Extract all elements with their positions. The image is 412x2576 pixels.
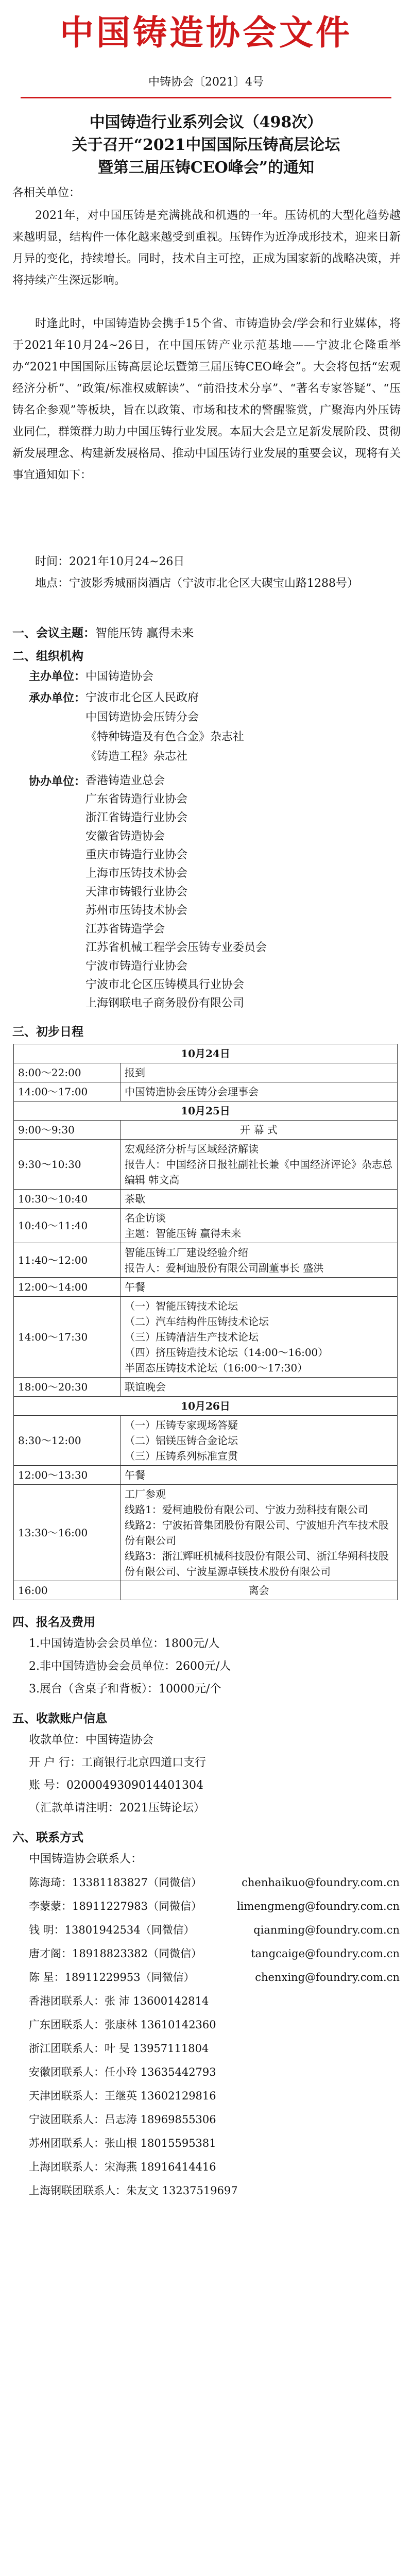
regional-contact: 安徽团联系人：任小玲 13635442793 (29, 2066, 216, 2078)
payee: 收款单位：中国铸造协会 (29, 1734, 154, 1747)
schedule-line: 报告人：中国经济日报社副社长兼《中国经济评论》杂志总编辑 韩文高 (125, 1158, 392, 1186)
schedule-time: 11:40～12:00 (14, 1243, 121, 1278)
schedule-line: 中国铸造协会压铸分会理事会 (125, 1086, 259, 1098)
section1-theme (12, 623, 194, 640)
contact-name-phone: 陈 星：18911229953（同微信） (29, 1971, 195, 1984)
schedule-line: 开 幕 式 (240, 1124, 278, 1136)
contact-row (29, 1894, 400, 1918)
schedule-content (121, 1297, 398, 1378)
schedule-row (14, 1082, 398, 1101)
assoc-contact-label: 中国铸造协会联系人： (29, 1853, 143, 1866)
meeting-venue: 地点：宁波影秀城丽岗酒店（宁波市北仑区大碶宝山路1288号） (35, 577, 358, 590)
doc-title-line1: 中国铸造行业系列会议（498次） (89, 113, 323, 131)
tail-sections (0, 1602, 412, 2202)
schedule-time: 14:00～17:00 (14, 1082, 121, 1101)
regional-contact-list (29, 1989, 400, 2202)
contact-email[interactable]: qianming@foundry.com.cn (253, 1924, 400, 1936)
doc-title-line2: 关于召开“2021中国国际压铸高层论坛 (72, 136, 340, 154)
schedule-line: 午餐 (125, 1281, 145, 1293)
schedule-time: 12:00～13:30 (14, 1466, 121, 1485)
assist-organizer-item: 广东省铸造行业协会 (85, 793, 188, 806)
schedule-line: 线路2：宁波拓普集团股份有限公司、宁波旭升汽车技术股份有限公司 (125, 1519, 389, 1547)
schedule-content (121, 1581, 398, 1600)
schedule-time: 9:30～10:30 (14, 1140, 121, 1190)
contact-row (29, 1965, 400, 1989)
schedule-content (121, 1209, 398, 1243)
schedule-line: （三）压铸系列标准宣贯 (125, 1450, 238, 1462)
schedule-content (121, 1466, 398, 1485)
regional-contact: 广东团联系人：张康林 13610142360 (29, 2019, 216, 2031)
schedule-line: 名企访谈 (125, 1212, 166, 1224)
assist-organizer-item: 上海钢联电子商务股份有限公司 (85, 997, 245, 1010)
schedule-line: 智能压铸工厂建设经验介绍 (125, 1246, 248, 1259)
schedule-time: 8:30～12:00 (14, 1416, 121, 1466)
schedule-content (121, 1378, 398, 1397)
section3-heading: 三、初步日程 (12, 1025, 83, 1039)
schedule-line: （一）压铸专家现场答疑 (125, 1419, 238, 1431)
schedule-date: 10月24日 (14, 1044, 398, 1063)
schedule-content (121, 1190, 398, 1209)
contact-email[interactable]: limengmeng@foundry.com.cn (236, 1900, 400, 1912)
contact-row (29, 1942, 400, 1965)
assist-list (85, 772, 267, 1013)
regional-contact: 天津团联系人：王继英 13602129816 (29, 2090, 216, 2102)
account-info (29, 1729, 412, 1820)
schedule-row (14, 1278, 398, 1297)
contact-email[interactable]: chenhaikuo@foundry.com.cn (242, 1876, 400, 1889)
host-name: 中国铸造协会 (85, 670, 154, 683)
schedule-time: 8:00～22:00 (14, 1063, 121, 1082)
bank: 开 户 行：工商银行北京四道口支行 (29, 1756, 206, 1769)
schedule-line: 主题：智能压铸 赢得未来 (125, 1227, 242, 1240)
schedule-line: 半固态压铸技术论坛（16:00～17:30） (125, 1362, 308, 1374)
regional-contact: 苏州团联系人：张山根 18015595381 (29, 2137, 216, 2149)
contact-list (29, 1871, 400, 1989)
schedule-line: 宏观经济分析与区域经济解读 (125, 1143, 259, 1155)
host-label: 主办单位： (29, 670, 86, 683)
schedule-content (121, 1140, 398, 1190)
schedule-row (14, 1063, 398, 1082)
schedule-content (121, 1082, 398, 1101)
co-organizer-item: 《特种铸造及有色合金》杂志社 (85, 731, 245, 743)
contact-name-phone: 唐才阁：18918823382（同微信） (29, 1947, 202, 1960)
assist-organizer-item: 浙江省铸造行业协会 (85, 811, 188, 824)
regional-contact: 上海钢联团联系人：朱友文 13237519697 (29, 2184, 238, 2197)
assist-organizer-item: 江苏省铸造学会 (85, 923, 165, 936)
schedule-line: 离会 (248, 1584, 269, 1597)
schedule-row (14, 1378, 398, 1397)
schedule-row (14, 1121, 398, 1140)
schedule-line: 线路1：爱柯迪股份有限公司、宁波力劲科技有限公司 (125, 1503, 368, 1516)
schedule-row (14, 1190, 398, 1209)
co-organizer-list (85, 688, 244, 767)
schedule-line: （四）挤压铸造技术论坛（14:00～16:00） (125, 1346, 329, 1359)
assist-label-wrap (29, 772, 85, 792)
document-number: 中铸协会〔2021〕4号 (148, 76, 264, 89)
schedule-line: 联谊晚会 (125, 1381, 166, 1393)
remittance-note: （汇款单请注明：2021压铸论坛） (29, 1802, 205, 1815)
intro-paragraph-2: 时逢此时，中国铸造协会携手15个省、市铸造协会/学会和行业媒体，将于2021年10月24~26日，在中国压铸产业示范基地——宁波北仑隆重举办“2021中国国际压铸高层论坛暨第三届压铸CEO峰会”。大会将包括“宏观经济分析”、“政策/标准权威解读”、“前沿技术分享”、“著名专家答疑”、“压铸名企参观”等板块，旨在以政策、市场和技术的警醒鉴赏，广聚海内外压铸业同仁，群策群力助力中国压铸行业发展。本届大会是立足新发展阶段、贯彻新发展理念、构建新发展格局、推动中国压铸行业发展的重要会议，现将有关事宜通知如下： (12, 317, 401, 482)
section1-heading: 一、会议主题： (12, 626, 95, 640)
regional-contact: 香港团联系人：张 沛 13600142814 (29, 1995, 209, 2007)
schedule-row (14, 1297, 398, 1378)
section4-heading: 四、报名及费用 (12, 1615, 95, 1629)
assist-organizer-item: 宁波市铸造行业协会 (85, 960, 188, 973)
schedule-date: 10月25日 (14, 1101, 398, 1121)
assist-organizer-item: 香港铸造业总会 (85, 774, 165, 787)
assist-organizer-item: 上海市压铸技术协会 (85, 867, 188, 880)
regional-contact: 宁波团联系人：吕志涛 18969855306 (29, 2113, 216, 2126)
contact-name-phone: 陈海琦：13381183827（同微信） (29, 1876, 202, 1889)
contact-email[interactable]: chenxing@foundry.com.cn (255, 1971, 400, 1984)
schedule-content (121, 1063, 398, 1082)
theme-text: 智能压铸 赢得未来 (95, 626, 194, 640)
schedule-time: 12:00～14:00 (14, 1278, 121, 1297)
schedule-line: （二）汽车结构件压铸技术论坛 (125, 1315, 269, 1328)
section6-heading: 六、联系方式 (12, 1831, 83, 1844)
contact-row (29, 1871, 400, 1894)
contact-name-phone: 钱 明：13801942534（同微信） (29, 1924, 195, 1936)
contact-email[interactable]: tangcaige@foundry.com.cn (251, 1947, 400, 1960)
contact-row (29, 1918, 400, 1942)
section5-heading: 五、收款账户信息 (12, 1711, 107, 1725)
schedule-time: 13:30～16:00 (14, 1485, 121, 1581)
host-unit (29, 667, 153, 687)
assist-organizer-item: 苏州市压铸技术协会 (85, 904, 188, 917)
schedule-line: （三）压铸清洁生产技术论坛 (125, 1331, 259, 1343)
org-red-header: 中国铸造协会文件 (60, 13, 352, 53)
assist-label: 协办单位： (29, 775, 86, 788)
co-label: 承办单位： (29, 691, 86, 705)
schedule-time: 10:30～10:40 (14, 1190, 121, 1209)
schedule-row (14, 1209, 398, 1243)
schedule-row (14, 1243, 398, 1278)
schedule-line: 茶歇 (125, 1193, 145, 1205)
schedule-row (14, 1581, 398, 1600)
schedule-content (121, 1121, 398, 1140)
schedule-line: 工厂参观 (125, 1488, 166, 1500)
schedule-content (121, 1243, 398, 1278)
red-divider (21, 97, 391, 98)
schedule-line: 午餐 (125, 1469, 145, 1481)
schedule-line: （一）智能压铸技术论坛 (125, 1300, 238, 1312)
regional-contact: 上海团联系人：宋海燕 18916414416 (29, 2161, 216, 2173)
schedule-time: 10:40～11:40 (14, 1209, 121, 1243)
regional-contact: 浙江团联系人：叶 旻 13957111804 (29, 2042, 209, 2055)
schedule-content (121, 1485, 398, 1581)
schedule-row (14, 1466, 398, 1485)
co-organizer-item: 中国铸造协会压铸分会 (85, 711, 199, 724)
fee-item: 2.非中国铸造协会会员单位：2600元/人 (29, 1660, 231, 1673)
schedule-time: 14:00～17:30 (14, 1297, 121, 1378)
schedule-table (13, 1044, 398, 1600)
schedule-row (14, 1485, 398, 1581)
fee-item: 3.展台（含桌子和背板）：10000元/个 (29, 1683, 221, 1696)
schedule-line: （二）铝镁压铸合金论坛 (125, 1434, 238, 1447)
contact-name-phone: 李蒙蒙：18911227983（同微信） (29, 1900, 202, 1912)
co-organizer-item: 《铸造工程》杂志社 (85, 750, 188, 763)
schedule-line: 线路3：浙江辉旺机械科技股份有限公司、浙江华朔科技股份有限公司、宁波星源卓镁技术股份有限公司 (125, 1550, 389, 1578)
assist-organizer-item: 安徽省铸造协会 (85, 830, 165, 843)
co-organizer-item: 宁波市北仑区人民政府 (85, 691, 199, 704)
fee-list (29, 1633, 412, 1701)
schedule-row (14, 1140, 398, 1190)
assist-organizer-item: 天津市铸锻行业协会 (85, 886, 188, 899)
assist-organizer-item: 宁波市北仑区压铸模具行业协会 (85, 978, 245, 991)
schedule-content (121, 1278, 398, 1297)
doc-title-line3: 暨第三届压铸CEO峰会”的通知 (97, 159, 315, 177)
schedule-time: 18:00～20:30 (14, 1378, 121, 1397)
schedule-row (14, 1416, 398, 1466)
schedule-time: 16:00 (14, 1581, 121, 1600)
co-organizer-label (29, 688, 85, 708)
schedule-line: 报告人：爱柯迪股份有限公司副董事长 盛洪 (125, 1262, 324, 1274)
section2-heading: 二、组织机构 (12, 649, 83, 663)
salutation: 各相关单位： (12, 187, 81, 199)
schedule-line: 报到 (125, 1066, 145, 1079)
fee-item: 1.中国铸造协会会员单位：1800元/人 (29, 1637, 220, 1650)
meeting-time: 时间：2021年10月24~26日 (35, 555, 185, 568)
schedule-content (121, 1416, 398, 1466)
assist-organizer-item: 江苏省机械工程学会压铸专业委员会 (85, 941, 267, 954)
schedule-time: 9:00～9:30 (14, 1121, 121, 1140)
schedule-date: 10月26日 (14, 1397, 398, 1416)
intro-paragraph-1: 2021年，对中国压铸是充满挑战和机遇的一年。压铸机的大型化趋势越来越明显，结构件一体化越来越受到重视。压铸作为近净成形技术，迎来日新月异的变化，持续增长。同时，技术自主可控，正成为国家新的战略决策，并将持续产生深远影响。 (12, 209, 401, 287)
account-number: 账 号：0200049309014401304 (29, 1779, 203, 1792)
assist-organizer-item: 重庆市铸造行业协会 (85, 849, 188, 861)
